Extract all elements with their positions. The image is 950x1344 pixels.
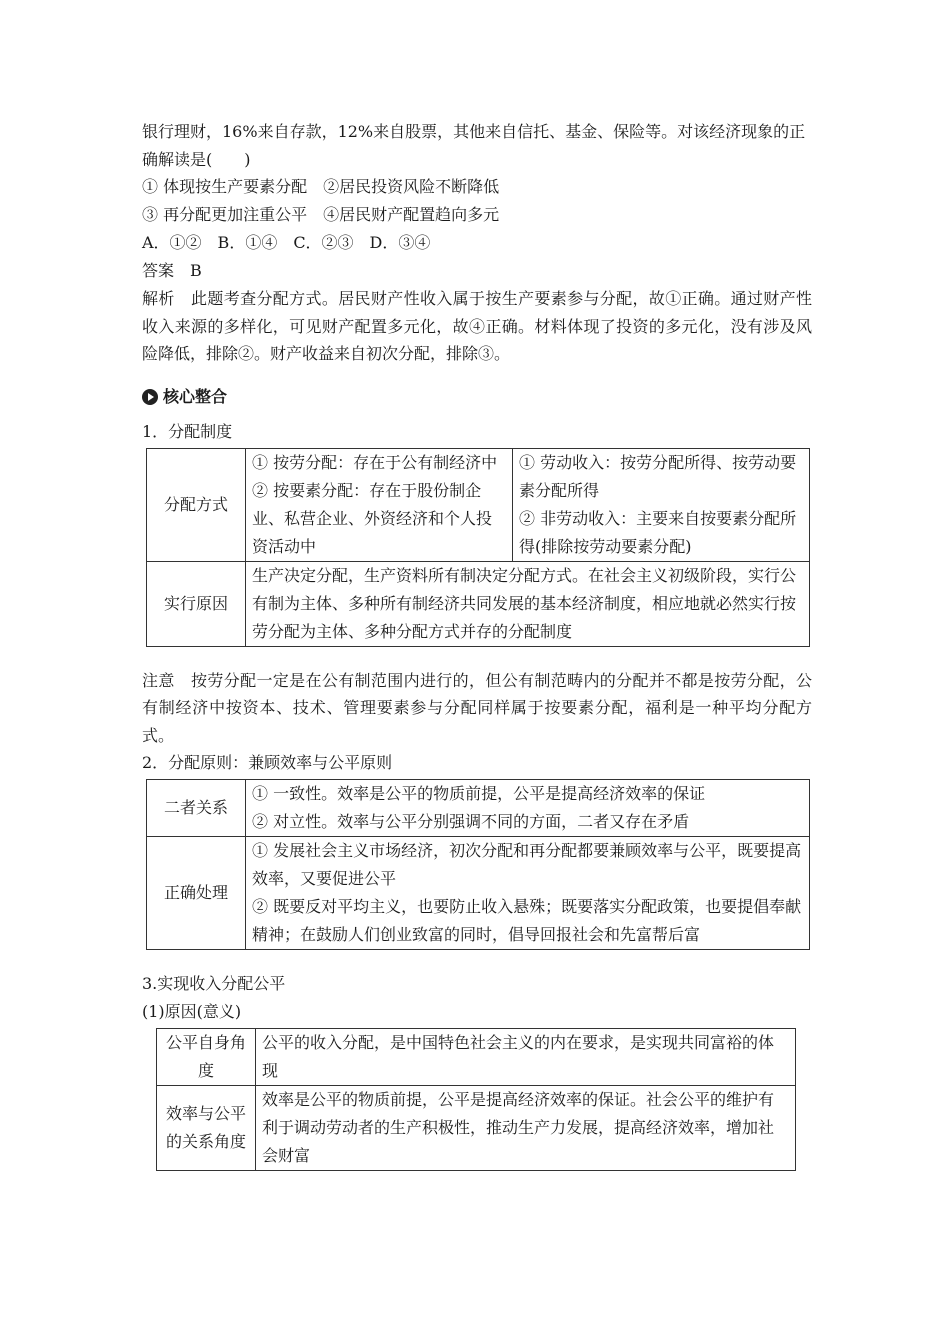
- table-row: [147, 837, 810, 950]
- table-label: 正确处理: [147, 837, 246, 950]
- answer-choices: A．①② B．①④ C．②③ D．③④: [142, 233, 431, 252]
- note: 注意 按劳分配一定是在公有制范围内进行的，但公有制范畴内的分配并不都是按劳分配，公有制经济中按资本、技术、管理要素参与分配同样属于按要素分配，福利是一种平均分配方式。: [142, 670, 812, 745]
- part3-subtitle: (1)原因(意义): [142, 1002, 242, 1021]
- table-cell: 公平的收入分配，是中国特色社会主义的内在要求，是实现共同富裕的体现: [256, 1029, 796, 1086]
- table-cell: ① 发展社会主义市场经济，初次分配和再分配都要兼顾效率与公平，既要提高效率，又要促进公平 ② 既要反对平均主义，也要防止收入悬殊；既要落实分配政策，也要提倡奉献精神；在鼓励人们创业致富的同时，倡导回报社会和先富帮后富: [246, 837, 810, 950]
- table-row: [157, 1086, 796, 1171]
- table-row: [147, 561, 810, 646]
- part3-title: 3.实现收入分配公平: [142, 974, 286, 993]
- table-cell: 生产决定分配，生产资料所有制决定分配方式。在社会主义初级阶段，实行公有制为主体、多种所有制经济共同发展的基本经济制度，相应地就必然实行按劳分配为主体、多种分配方式并存的分配制度: [246, 561, 810, 646]
- table-label: 效率与公平的关系角度: [157, 1086, 256, 1171]
- table-cell: ① 按劳分配：存在于公有制经济中 ② 按要素分配：存在于股份制企业、私营企业、外资经济和个人投资活动中: [246, 448, 513, 561]
- table-cell: ① 劳动收入：按劳分配所得、按劳动要素分配所得 ② 非劳动收入：主要来自按要素分配所得(排除按劳动要素分配): [513, 448, 810, 561]
- part2-title: 2．分配原则：兼顾效率与公平原则: [142, 753, 393, 772]
- answer: 答案 B: [142, 261, 202, 280]
- table-label: 分配方式: [147, 448, 246, 561]
- table-row: [157, 1029, 796, 1086]
- distribution-system-table: [146, 448, 810, 647]
- analysis: 解析 此题考查分配方式。居民财产性收入属于按生产要素参与分配，故①正确。通过财产性收入来源的多样化，可见财产配置多元化，故④正确。材料体现了投资的多元化，没有涉及风险降低，排除②。财产收益来自初次分配，排除③。: [142, 289, 812, 363]
- table-row: [147, 448, 810, 561]
- options-row-1: ① 体现按生产要素分配 ②居民投资风险不断降低: [142, 177, 500, 196]
- part1-title: 1．分配制度: [142, 421, 233, 441]
- section-heading: [142, 382, 812, 412]
- income-fairness-table: [156, 1028, 796, 1171]
- table-row: [147, 780, 810, 837]
- table-label: 公平自身角度: [157, 1029, 256, 1086]
- question-stem: 银行理财，16%来自存款，12%来自股票，其他来自信托、基金、保险等。对该经济现象的正 确解读是( ): [142, 122, 806, 169]
- distribution-principle-table: [146, 779, 810, 950]
- section-title: 核心整合: [163, 386, 228, 406]
- options-row-2: ③ 再分配更加注重公平 ④居民财产配置趋向多元: [142, 205, 500, 224]
- table-cell: ① 一致性。效率是公平的物质前提，公平是提高经济效率的保证 ② 对立性。效率与公平分别强调不同的方面，二者又存在矛盾: [246, 780, 810, 837]
- table-label: 实行原因: [147, 561, 246, 646]
- document-page: [142, 118, 812, 1171]
- table-label: 二者关系: [147, 780, 246, 837]
- play-circle-icon: [142, 389, 158, 405]
- table-cell: 效率是公平的物质前提，公平是提高经济效率的保证。社会公平的维护有利于调动劳动者的生产积极性，推动生产力发展，提高经济效率，增加社会财富: [256, 1086, 796, 1171]
